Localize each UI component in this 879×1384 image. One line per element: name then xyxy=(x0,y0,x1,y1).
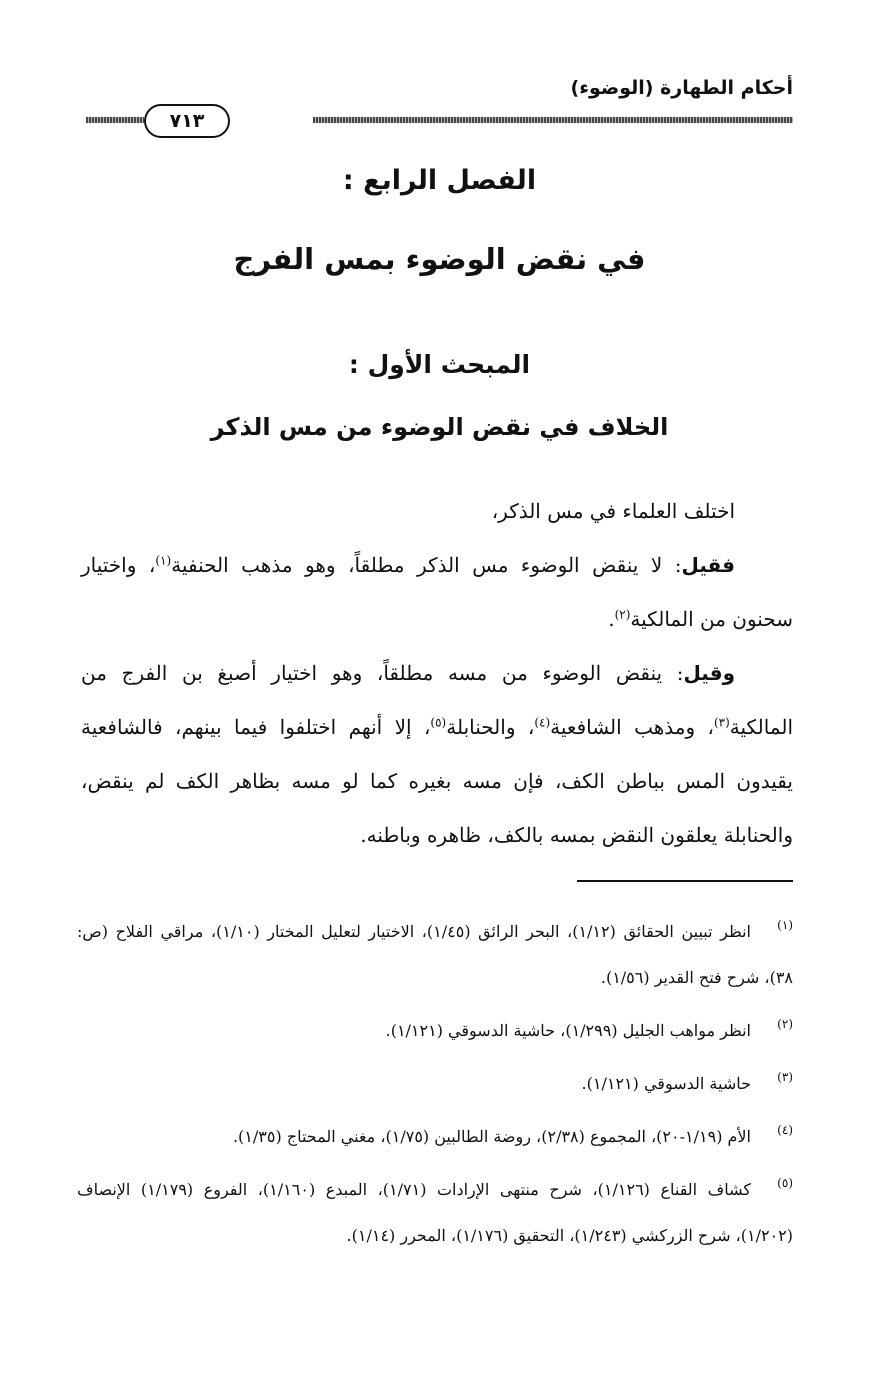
body-text xyxy=(81,484,793,862)
paragraph-intro: اختلف العلماء في مس الذكر، xyxy=(491,499,735,523)
footnote xyxy=(77,1054,793,1107)
footnote-ref[interactable]: (٤) xyxy=(534,715,551,730)
footnote-ref[interactable]: (٣) xyxy=(713,715,730,730)
footnote-text: كشاف القناع (١/١٢٦)، شرح منتهى الإرادات (١/٧١)، المبدع (١/١٦٠)، الفروع (١/١٧٩) الإنصاف (١/٢٠٢)، شرح الزركشي (١/٢٤٣)، التحقيق (١/١٧٦)، المحرر (١/١٤). xyxy=(77,1180,793,1245)
footnote-number: (١) xyxy=(777,918,793,932)
paragraph-text: ، ومذهب الشافعية xyxy=(550,715,714,739)
footnote xyxy=(77,902,793,1001)
opinion-lead: وقيل xyxy=(683,661,735,685)
footnote-ref[interactable]: (٢) xyxy=(614,607,631,622)
paragraph-second-opinion xyxy=(81,646,793,862)
header-rule-left xyxy=(86,117,144,123)
footnote-text: حاشية الدسوقي (١/١٢١). xyxy=(581,1074,751,1093)
footnotes xyxy=(77,902,793,1259)
paragraph-first-opinion xyxy=(81,538,793,646)
paragraph-text: : لا ينقض الوضوء مس الذكر مطلقاً، وهو مذهب الحنفية xyxy=(171,553,682,577)
footnote-number: (٥) xyxy=(777,1176,793,1190)
footnote-text: انظر تبيين الحقائق (١/١٢)، البحر الرائق (١/٤٥)، الاختيار لتعليل المختار (١/١٠)، مراقي الفلاح (ص: ٣٨)، شرح فتح القدير (١/٥٦). xyxy=(77,922,793,987)
footnote xyxy=(77,1160,793,1259)
chapter-label: الفصل الرابع : xyxy=(342,165,537,196)
footnote-ref[interactable]: (١) xyxy=(155,553,172,568)
footnote-separator xyxy=(577,880,793,882)
footnote xyxy=(77,1001,793,1054)
chapter-title: في نقض الوضوء بمس الفرج xyxy=(233,242,646,276)
footnote-number: (٣) xyxy=(777,1070,793,1084)
footnote-text: الأم (١/١٩-٢٠)، المجموع (٢/٣٨)، روضة الطالبين (١/٧٥)، مغني المحتاج (١/٣٥). xyxy=(232,1127,751,1146)
paragraph-text: ، إلا أنهم اختلفوا فيما بينهم، فالشافعية يقيدون المس بباطن الكف، فإن مسه بغيره كما لو مسه بظاهر الكف لم ينقض، والحنابلة يعلقون النقض بمسه بالكف، ظاهره وباطنه. xyxy=(81,715,793,847)
paragraph-text: ، والحنابلة xyxy=(446,715,535,739)
footnote-number: (٤) xyxy=(777,1123,793,1137)
header-rule-right xyxy=(313,117,793,123)
page-number: ٧١٣ xyxy=(144,104,230,138)
footnote-ref[interactable]: (٥) xyxy=(430,715,447,730)
section-title: الخلاف في نقض الوضوء من مس الذكر xyxy=(210,413,669,441)
paragraph-text: . xyxy=(608,607,615,631)
opinion-lead: فقيل xyxy=(681,553,735,577)
paragraph-text: : ينقض الوضوء من مسه مطلقاً، وهو اختيار أصبغ بن الفرج من المالكية xyxy=(81,661,793,739)
footnote xyxy=(77,1107,793,1160)
section-label: المبحث الأول : xyxy=(348,350,531,379)
paragraph-text: ، واختيار سحنون من المالكية xyxy=(81,553,793,631)
running-header-title: أحكام الطهارة (الوضوء) xyxy=(570,77,793,99)
footnote-text: انظر مواهب الجليل (١/٢٩٩)، حاشية الدسوقي (١/١٢١). xyxy=(385,1021,751,1040)
footnote-number: (٢) xyxy=(777,1017,793,1031)
